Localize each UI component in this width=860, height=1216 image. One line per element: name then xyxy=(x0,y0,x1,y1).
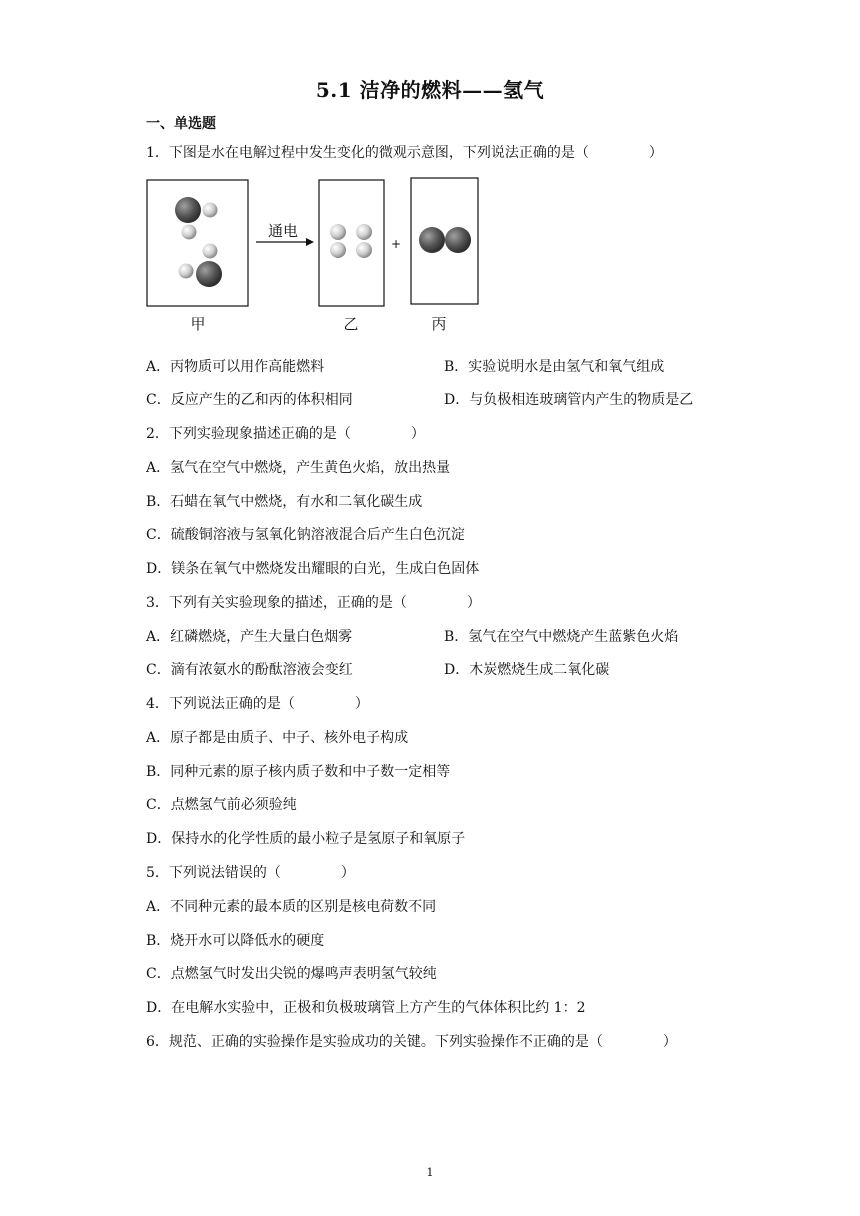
q5-option-c: C．点燃氢气时发出尖锐的爆鸣声表明氢气较纯 xyxy=(146,966,437,982)
question-6-stem xyxy=(146,1031,677,1051)
arrow-label: 通电 xyxy=(268,222,299,240)
hydrogen-atom xyxy=(203,203,218,218)
plus-sign: + xyxy=(391,237,402,251)
hydrogen-atom xyxy=(356,242,372,258)
electrolysis-diagram xyxy=(146,176,486,341)
q5-option-d: D．在电解水实验中，正极和负极玻璃管上方产生的气体体积比约 1：2 xyxy=(146,1000,586,1016)
q2-option-a: A．氢气在空气中燃烧，产生黄色火焰，放出热量 xyxy=(146,460,451,476)
page-title: 5.1 洁净的燃料——氢气 xyxy=(315,78,545,102)
question-4-close: ） xyxy=(354,696,369,712)
label-bing: 丙 xyxy=(431,315,447,333)
question-3-stem xyxy=(146,592,481,612)
hydrogen-atom xyxy=(203,244,218,259)
q5-option-a: A．不同种元素的最本质的区别是核电荷数不同 xyxy=(146,899,437,915)
hydrogen-atom xyxy=(356,224,372,240)
box-jia xyxy=(147,180,248,306)
oxygen-atom xyxy=(419,227,445,253)
question-2-close: ） xyxy=(410,426,425,442)
q2-option-c: C．硫酸铜溶液与氢氧化钠溶液混合后产生白色沉淀 xyxy=(146,527,465,543)
q4-option-d: D．保持水的化学性质的最小粒子是氢原子和氧原子 xyxy=(146,831,466,847)
q5-option-b: B．烧开水可以降低水的硬度 xyxy=(146,933,325,949)
q2-option-d: D．镁条在氧气中燃烧发出耀眼的白光，生成白色固体 xyxy=(146,561,480,577)
question-5-stem xyxy=(146,862,355,882)
question-6-close: ） xyxy=(662,1034,677,1050)
question-1-text: 1．下图是水在电解过程中发生变化的微观示意图，下列说法正确的是（ xyxy=(146,145,589,161)
q3-option-a: A．红磷燃烧，产生大量白色烟雾 xyxy=(146,629,353,645)
hydrogen-atom xyxy=(330,242,346,258)
question-1-stem xyxy=(146,142,663,162)
q4-option-c: C．点燃氢气前必须验纯 xyxy=(146,797,297,813)
q3-option-c: C．滴有浓氨水的酚酞溶液会变红 xyxy=(146,662,353,678)
hydrogen-atom xyxy=(182,225,197,240)
q4-option-b: B．同种元素的原子核内质子数和中子数一定相等 xyxy=(146,764,451,780)
oxygen-atom xyxy=(196,261,222,287)
question-6-text: 6．规范、正确的实验操作是实验成功的关键。下列实验操作不正确的是（ xyxy=(146,1034,603,1050)
q3-option-b: B．氢气在空气中燃烧产生蓝紫色火焰 xyxy=(444,629,679,645)
question-4-stem xyxy=(146,693,369,713)
oxygen-atom xyxy=(445,227,471,253)
label-yi: 乙 xyxy=(343,315,359,333)
question-5-close: ） xyxy=(340,865,355,881)
label-jia: 甲 xyxy=(190,315,206,333)
arrow-head-icon xyxy=(306,238,314,246)
question-1-close: ） xyxy=(648,145,663,161)
q1-option-a: A．丙物质可以用作高能燃料 xyxy=(146,359,325,375)
question-5-text: 5．下列说法错误的（ xyxy=(146,865,281,881)
question-3-close: ） xyxy=(466,595,481,611)
question-3-text: 3．下列有关实验现象的描述，正确的是（ xyxy=(146,595,407,611)
question-2-text: 2．下列实验现象描述正确的是（ xyxy=(146,426,351,442)
q4-option-a: A．原子都是由质子、中子、核外电子构成 xyxy=(146,730,409,746)
q3-option-d: D．木炭燃烧生成二氧化碳 xyxy=(444,662,610,678)
q1-option-d: D．与负极相连玻璃管内产生的物质是乙 xyxy=(444,392,694,408)
q1-option-b: B．实验说明水是由氢气和氧气组成 xyxy=(444,359,665,375)
hydrogen-atom xyxy=(330,224,346,240)
section-heading: 一、单选题 xyxy=(146,116,216,132)
q2-option-b: B．石蜡在氧气中燃烧，有水和二氧化碳生成 xyxy=(146,494,423,510)
page-number: 1 xyxy=(426,1166,434,1179)
question-2-stem xyxy=(146,423,425,443)
oxygen-atom xyxy=(175,197,201,223)
box-yi xyxy=(319,180,384,306)
question-4-text: 4．下列说法正确的是（ xyxy=(146,696,295,712)
hydrogen-atom xyxy=(179,264,194,279)
q1-option-c: C．反应产生的乙和丙的体积相同 xyxy=(146,392,353,408)
